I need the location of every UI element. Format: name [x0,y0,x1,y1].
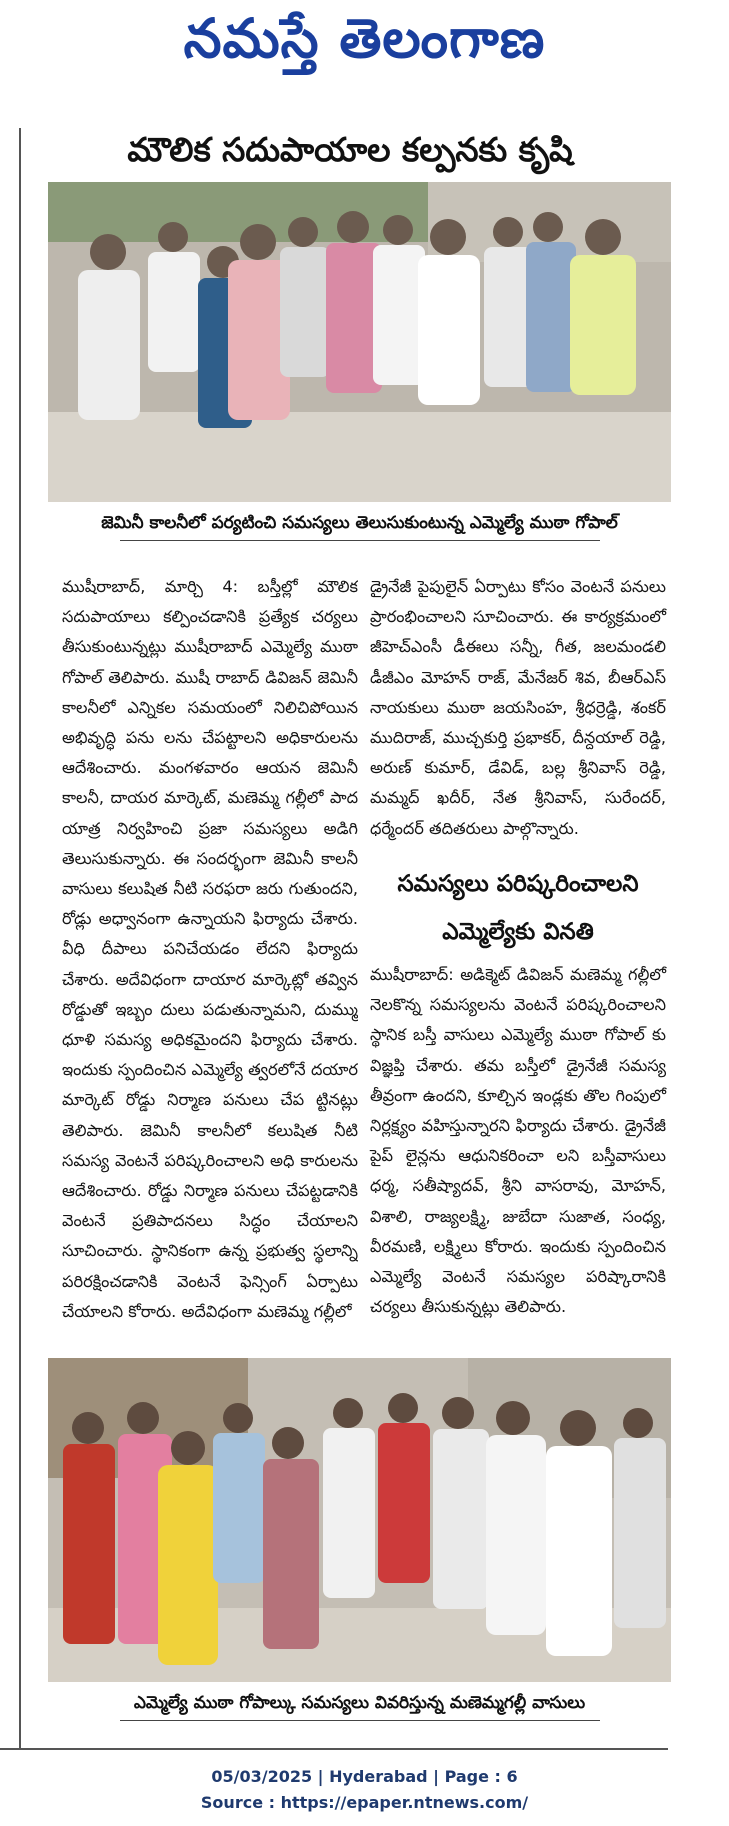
caption-rule [120,540,600,541]
photo-residents-illustration [48,1358,671,1682]
paragraph: ముషీరాబాద్, మార్చి 4: బస్తీల్లో మౌలిక సదుపాయాలు కల్పించడానికి ప్రత్యేక చర్యలు తీసుకుంటున్నట్లు ముషీరాబాద్ ఎమ్మెల్యే ముఠా గోపాల్ తెలిపారు. ముషీ రాబాద్ డివిజన్ జెమినీ కాలనీలో ఎన్నికల సమయంలో నిలిచిపోయిన అభివృద్ధి పను లను చేపట్టాలని అధికారులను ఆదేశించారు. మంగళవారం ఆయన జెమినీ కాలనీ, దాయర మార్కెట్, మణెమ్మ గల్లీలో పాద యాత్ర నిర్వహించి ప్రజా సమస్యలు అడిగి తెలుసుకున్నారు. ఈ సందర్భంగా జెమినీ కాలనీ వాసులు కలుషిత నీటి సరఫరా జరు గుతుందని, రోడ్లు అధ్వానంగా ఉన్నాయని ఫిర్యాదు చేశారు. వీధి దీపాలు పనిచేయడం లేదని ఫిర్యాదు చేశారు. అదేవిధంగా దాయార మార్కెట్లో తవ్విన రోడ్డుతో ఇబ్బం దులు పడుతున్నామని, దుమ్ము ధూళి సమస్య అధికమైందని ఫిర్యాదు చేశారు. ఇందుకు స్పందించిన ఎమ్మెల్యే త్వరలోనే దయార మార్కెట్ రోడ్డు నిర్మాణ పనులు చేప ట్టినట్లు తెలిపారు. జెమినీ కాలనీలో కలుషిత నీటి సమస్య వెంటనే పరిష్కరించాలని అధి కారులను ఆదేశించారు. రోడ్డు నిర్మాణ పనులు చేపట్టడానికి వెంటనే ప్రతిపాదనలు సిద్ధం చేయాలని సూచించారు. స్థానికంగా ఉన్న ప్రభుత్వ స్థలాన్ని పరిరక్షించడానికి వెంటనే ఫెన్సింగ్ ఏర్పాటు చేయాలని కోరారు. అదేవిధంగా మణెమ్మ గల్లీలో [62,577,358,1321]
footer-source-link[interactable]: Source : https://epaper.ntnews.com/ [200,1793,529,1812]
article-headline: మౌలిక సదుపాయాల కల్పనకు కృషి [127,130,573,169]
sub-article-headline [370,860,666,956]
page-bottom-rule [0,1748,668,1750]
subhead-line-1: సమస్యలు పరిష్కరించాలని [397,871,639,897]
photo-crowd-illustration [48,182,671,502]
caption-rule [120,1720,600,1721]
paragraph: డ్రైనేజీ పైపులైన్ ఏర్పాటు కోసం వెంటనే పనులు ప్రారంభించాలని సూచించారు. ఈ కార్యక్రమంలో జీహెచ్ఎంసీ డీఈలు సన్నీ, గీత, జలమండలి డీజీఎం మోహన్ రాజ్, మేనేజర్ శివ, బీఆర్ఎస్ నాయకులు ముఠా జయసింహ, శ్రీధర్రెడ్డి, శంకర్ ముదిరాజ్, ముచ్చకుర్తి ప్రభాకర్, దీన్దయాల్ రెడ్డి, అరుణ్ కుమార్, డేవిడ్, బల్ల శ్రీనివాస్ రెడ్డి, మమ్మద్ ఖదీర్, నేత శ్రీనివాస్, సురేందర్, ధర్మేందర్ తదితరులు పాల్గొన్నారు. [370,577,666,838]
subhead-line-2: ఎమ్మెల్యేకు వినతి [442,919,594,945]
footer-date-line: 05/03/2025 | Hyderabad | Page : 6 [211,1767,518,1786]
article-body-left-column [62,572,358,1344]
article-photo-top [48,182,671,502]
paragraph: ముషీరాబాద్: అడిక్మెట్ డివిజన్ మణెమ్మ గల్లీలో నెలకొన్న సమస్యలను వెంటనే పరిష్కరించాలని స్థానిక బస్తీ వాసులు ఎమ్మెల్యే ముఠా గోపాల్ కు విజ్ఞప్తి చేశారు. తమ బస్తీలో డ్రైనేజీ సమస్య తీవ్రంగా ఉందని, కూల్చిన ఇండ్లకు తొల గింపులో నిర్లక్ష్యం వహిస్తున్నారని ఫిర్యాదు చేశారు. డ్రైనేజీ పైప్ లైన్లను ఆధునికరించా లని బస్తీవాసులు ధర్మ, సతీష్యాదవ్, శ్రీని వాసరావు, మోహన్, విశాలి, రాజ్యలక్ష్మి, జుబేదా సుజాత, సంధ్య, వీరమణి, లక్ష్మిలు కోరారు. ఇందుకు స్పందించిన ఎమ్మెల్యే వెంటనే సమస్యల పరిష్కారానికి చర్యలు తీసుకున్నట్లు తెలిపారు. [370,965,666,1317]
article-photo-bottom [48,1358,671,1682]
sub-article-body [370,960,666,1322]
newspaper-masthead: నమస్తే తెలంగాణ [183,7,546,70]
photo-top-caption: జెమినీ కాలనీలో పర్యటించి సమస్యలు తెలుసుకుంటున్న ఎమ్మెల్యే ముఠా గోపాల్ [101,513,618,533]
article-body-right-column [370,572,666,844]
column-rule-left [19,128,21,1748]
photo-bottom-caption: ఎమ్మెల్యే ముఠా గోపాల్కు సమస్యలు వివరిస్తున్న మణెమ్మగల్లీ వాసులు [133,1693,586,1713]
